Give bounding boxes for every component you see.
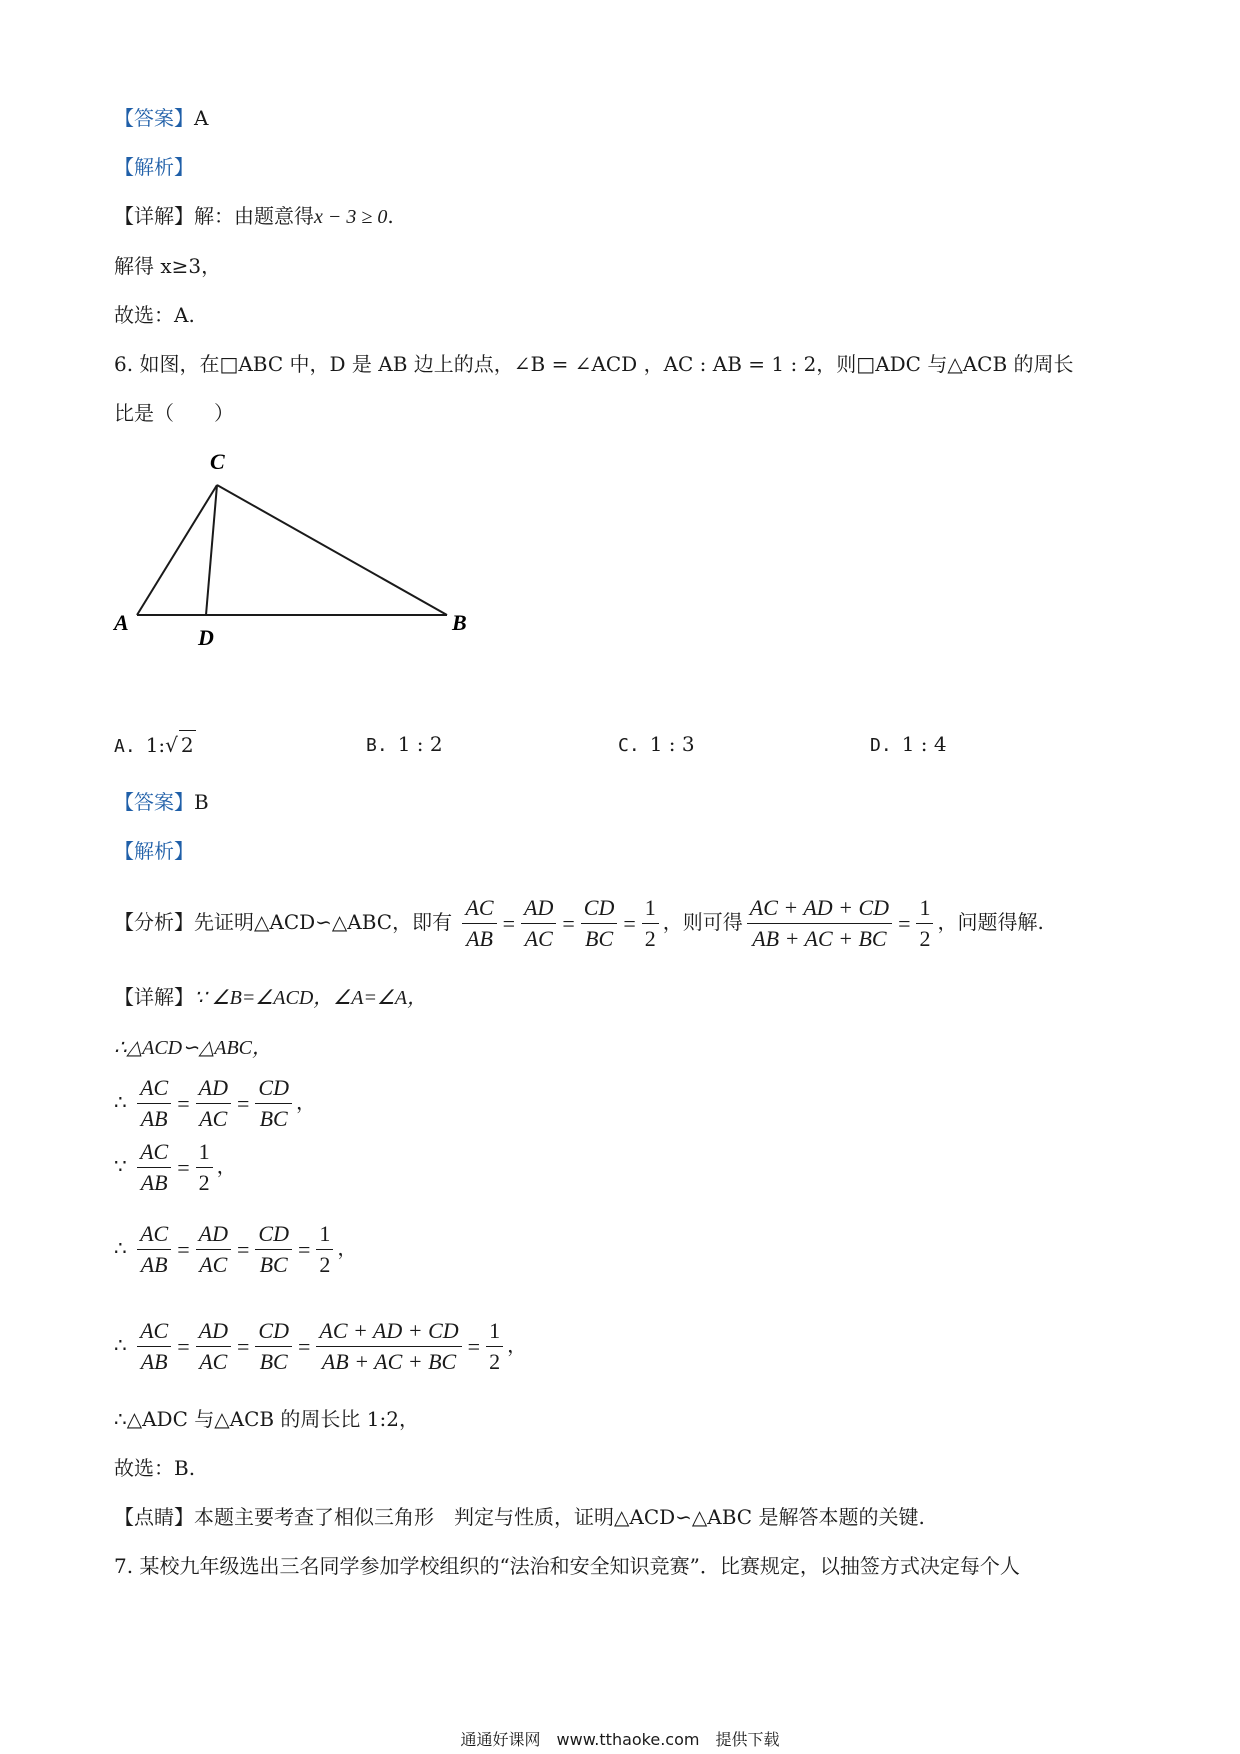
fraction-ad-ac: $\frac{AD}{AC}$ — [521, 894, 556, 953]
analysis-tag: 【解析】 — [114, 839, 194, 863]
dianjing-text: 本题主要考查了相似三角形 判定与性质，证明△ACD∽△ABC 是解答本题的关键. — [194, 1505, 925, 1529]
dianjing-tag: 【点睛】 — [114, 1505, 194, 1529]
fraction-sum: $\frac{AC + AD + CD}{AB + AC + BC}$ — [747, 894, 892, 953]
q6-detail-line5: ∴ $\frac{AC}{AB}$ = $\frac{AD}{AC}$ = $\frac{CD}{BC}$ = $\frac{1}{2}$ ， — [114, 1221, 358, 1277]
option-d-text: 1 : 4 — [901, 732, 947, 756]
therefore-symbol: ∴ — [114, 1236, 127, 1260]
fenxi-text2: ，则可得 — [662, 910, 743, 934]
q6-choose-line: 故选：B. — [114, 1456, 196, 1480]
therefore-symbol: ∴ — [114, 1333, 127, 1357]
q6-detail-line1 — [114, 983, 427, 1012]
fenxi-tag: 【分析】 — [114, 910, 194, 934]
detail-end: . — [387, 204, 394, 228]
q5-answer-line — [114, 104, 208, 132]
q6-answer-line — [114, 788, 209, 816]
q6-stem-line2: 比是（ ） — [114, 401, 234, 425]
label-c: C — [210, 449, 225, 474]
q7-stem-line1: 7. 某校九年级选出三名同学参加学校组织的“法治和安全知识竞赛”．比赛规定，以抽签方式决定每个人 — [114, 1554, 1020, 1578]
fraction-cd-bc: $\frac{CD}{BC}$ — [255, 1317, 292, 1376]
fraction-one-half: $\frac{1}{2}$ — [316, 1220, 333, 1279]
segment-cb — [217, 485, 447, 615]
comma: ， — [507, 1333, 528, 1357]
sqrt-symbol: √ — [165, 733, 178, 757]
detail-math: x − 3 ≥ 0 — [314, 206, 388, 228]
option-b-text: 1 : 2 — [397, 732, 443, 756]
q5-solve-line: 解得 x≥3， — [114, 254, 222, 278]
fraction-one-half: $\frac{1}{2}$ — [196, 1138, 213, 1197]
fenxi-text3: ，问题得解. — [937, 910, 1044, 934]
fraction-ad-ac: $\frac{AD}{AC}$ — [196, 1220, 231, 1279]
q6-analysis-line — [114, 837, 194, 865]
option-a-label: A. — [114, 736, 136, 757]
option-c-label: C. — [618, 735, 640, 756]
label-a: A — [114, 610, 129, 635]
q5-choose-line: 故选：A. — [114, 303, 195, 327]
option-b[interactable] — [366, 730, 443, 760]
q6-dianjing-line — [114, 1503, 925, 1531]
option-c-text: 1 : 3 — [649, 732, 695, 756]
fraction-ac-ab: $\frac{AC}{AB}$ — [137, 1317, 171, 1376]
fraction-cd-bc: $\frac{CD}{BC}$ — [581, 894, 618, 953]
fraction-sum: $\frac{AC + AD + CD}{AB + AC + BC}$ — [316, 1317, 461, 1376]
analysis-tag: 【解析】 — [114, 155, 194, 179]
option-a-text: 1: — [145, 733, 166, 757]
option-b-label: B. — [366, 735, 388, 756]
detail-line2: ∴△ACD∽△ABC， — [114, 1037, 273, 1059]
option-d-label: D. — [870, 735, 892, 756]
q6-detail-line4: ∵ $\frac{AC}{AB}$ = $\frac{1}{2}$ ， — [114, 1139, 237, 1195]
answer-tag: 【答案】 — [114, 790, 194, 814]
triangle-figure — [100, 440, 500, 660]
detail-text: 解：由题意得 — [194, 204, 314, 228]
label-d: D — [198, 625, 214, 650]
q6-detail-line3: ∴ $\frac{AC}{AB}$ = $\frac{AD}{AC}$ = $\frac{CD}{BC}$ ， — [114, 1075, 316, 1131]
detail-tag: 【详解】 — [114, 985, 194, 1009]
comma: ， — [216, 1154, 237, 1178]
comma: ， — [337, 1236, 358, 1260]
q6-detail-line6: ∴ $\frac{AC}{AB}$ = $\frac{AD}{AC}$ = $\frac{CD}{BC}$ = $\frac{AC + AD + CD}{AB + AC + BC}$ = $\frac{1}{2}$ ， — [114, 1318, 528, 1374]
fraction-ac-ab: $\frac{AC}{AB}$ — [137, 1074, 171, 1133]
fraction-cd-bc: $\frac{CD}{BC}$ — [255, 1074, 292, 1133]
q6-detail-line2 — [114, 1033, 272, 1062]
q6-stem-line1: 6. 如图，在□ABC 中，D 是 AB 边上的点，∠B = ∠ACD ，AC : AB = 1 : 2，则□ADC 与△ACB 的周长 — [114, 352, 1074, 376]
fraction-ac-ab: $\frac{AC}{AB}$ — [462, 894, 496, 953]
fraction-one-half: $\frac{1}{2}$ — [486, 1317, 503, 1376]
fraction-cd-bc: $\frac{CD}{BC}$ — [255, 1220, 292, 1279]
option-a[interactable] — [114, 730, 196, 761]
q6-conclusion-line: ∴△ADC 与△ACB 的周长比 1:2， — [114, 1407, 419, 1431]
segment-ac — [137, 485, 217, 615]
page-footer: 通通好课网 www.tthaoke.com 提供下载 — [460, 1730, 780, 1749]
fraction-ac-ab: $\frac{AC}{AB}$ — [137, 1220, 171, 1279]
segment-cd — [206, 485, 217, 615]
answer-value: A — [194, 106, 209, 130]
therefore-symbol: ∴ — [114, 1090, 127, 1114]
fraction-ad-ac: $\frac{AD}{AC}$ — [196, 1074, 231, 1133]
option-d[interactable] — [870, 730, 947, 760]
answer-tag: 【答案】 — [114, 106, 194, 130]
fraction-ad-ac: $\frac{AD}{AC}$ — [196, 1317, 231, 1376]
detail-tag: 【详解】 — [114, 204, 194, 228]
fenxi-text1: 先证明△ACD∽△ABC，即有 — [194, 910, 453, 934]
label-b: B — [452, 610, 467, 635]
q5-detail-line — [114, 202, 394, 231]
comma: ， — [295, 1090, 316, 1114]
fraction-one-half: $\frac{1}{2}$ — [916, 894, 933, 953]
option-a-radicand: 2 — [179, 730, 196, 759]
answer-value: B — [194, 790, 209, 814]
fraction-one-half: $\frac{1}{2}$ — [642, 894, 659, 953]
detail-line1: ∵ ∠B=∠ACD，∠A=∠A， — [194, 987, 428, 1009]
fraction-ac-ab: $\frac{AC}{AB}$ — [137, 1138, 171, 1197]
q6-fenxi-line: 【分析】先证明△ACD∽△ABC，即有 $\frac{AC}{AB}$ = $\frac{AD}{AC}$ = $\frac{CD}{BC}$ = $\frac{1}{2}$ ，则可得 $\frac{AC + AD + CD}{AB + AC + BC}$ = $\frac{1}{2}$ ，问题得解. — [114, 895, 1044, 951]
q5-analysis-line — [114, 153, 194, 181]
option-c[interactable] — [618, 730, 695, 760]
because-symbol: ∵ — [114, 1154, 127, 1178]
